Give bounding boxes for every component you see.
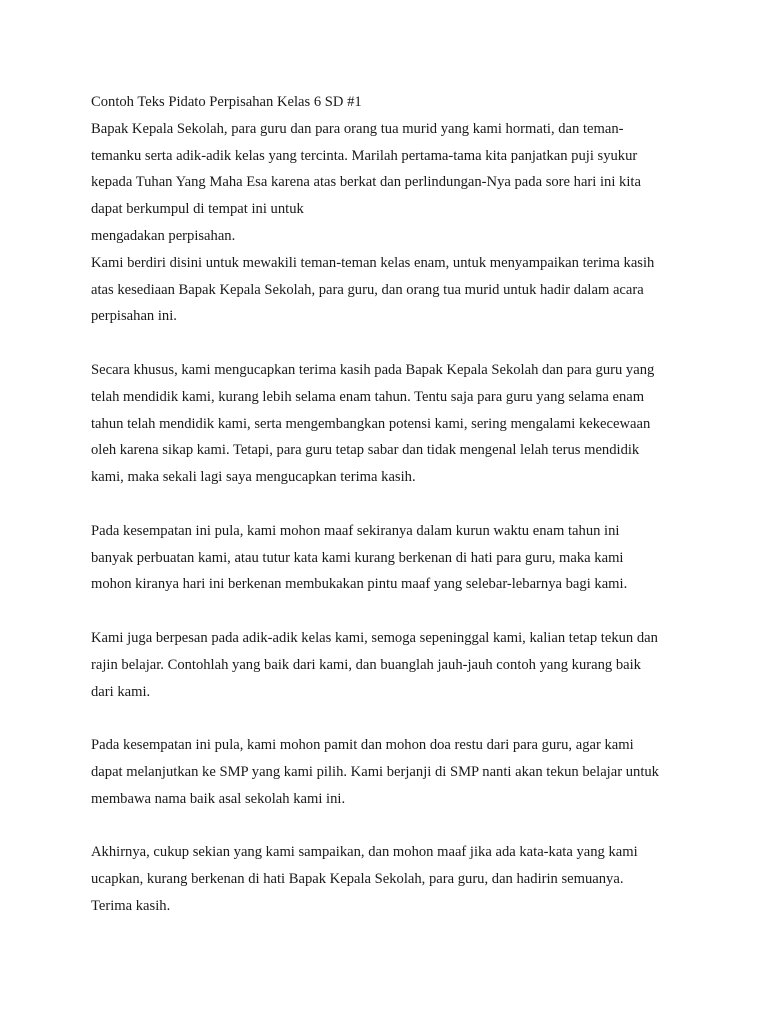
text-line: dapat berkumpul di tempat ini untuk xyxy=(91,201,304,218)
paragraph-spacer xyxy=(91,491,691,518)
text-line: Secara khusus, kami mengucapkan terima kasih pada Bapak Kepala Sekolah dan para guru yang xyxy=(91,361,655,378)
text-line: Pada kesempatan ini pula, kami mohon maaf sekiranya dalam kurun waktu enam tahun ini xyxy=(91,522,620,539)
paragraph-apology xyxy=(91,518,691,598)
paragraph-spacer xyxy=(91,598,691,625)
document-body xyxy=(91,89,691,920)
text-line: temanku serta adik-adik kelas yang tercinta. Marilah pertama-tama kita panjatkan puji syukur xyxy=(91,147,638,164)
text-line: Bapak Kepala Sekolah, para guru dan para orang tua murid yang kami hormati, dan teman- xyxy=(91,120,624,137)
text-line: kami, maka sekali lagi saya mengucapkan terima kasih. xyxy=(91,469,416,486)
paragraph-message xyxy=(91,625,691,705)
text-line: tahun telah mendidik kami, serta mengembangkan potensi kami, sering mengalami kekecewaan xyxy=(91,415,651,432)
paragraph-closing xyxy=(91,839,691,919)
paragraph-spacer xyxy=(91,705,691,732)
paragraph-greeting xyxy=(91,116,691,250)
text-line: Kami juga berpesan pada adik-adik kelas kami, semoga sepeninggal kami, kalian tetap tekun dan xyxy=(91,629,658,646)
text-line: kepada Tuhan Yang Maha Esa karena atas berkat dan perlindungan-Nya pada sore hari ini kita xyxy=(91,174,641,191)
text-line: dari kami. xyxy=(91,683,151,700)
paragraph-farewell xyxy=(91,732,691,812)
paragraph-spacer xyxy=(91,813,691,840)
text-line: Terima kasih. xyxy=(91,897,171,914)
paragraph-thanks xyxy=(91,357,691,491)
text-line: Akhirnya, cukup sekian yang kami sampaikan, dan mohon maaf jika ada kata-kata yang kami xyxy=(91,844,638,861)
text-line: membawa nama baik asal sekolah kami ini. xyxy=(91,790,346,807)
text-line: banyak perbuatan kami, atau tutur kata kami kurang berkenan di hati para guru, maka kami xyxy=(91,549,624,566)
text-line: Pada kesempatan ini pula, kami mohon pamit dan mohon doa restu dari para guru, agar kami xyxy=(91,737,634,754)
text-line: perpisahan ini. xyxy=(91,308,177,325)
text-line: mohon kiranya hari ini berkenan membukakan pintu maaf yang selebar-lebarnya bagi kami. xyxy=(91,576,628,593)
text-line: ucapkan, kurang berkenan di hati Bapak Kepala Sekolah, para guru, dan hadirin semuanya. xyxy=(91,871,624,888)
text-line: oleh karena sikap kami. Tetapi, para guru tetap sabar dan tidak mengenal lelah terus mendidik xyxy=(91,442,640,459)
document-title: Contoh Teks Pidato Perpisahan Kelas 6 SD #1 xyxy=(91,94,362,110)
text-line: telah mendidik kami, kurang lebih selama enam tahun. Tentu saja para guru yang selama enam xyxy=(91,388,645,405)
text-line: Kami berdiri disini untuk mewakili teman-teman kelas enam, untuk menyampaikan terima kasih xyxy=(91,254,655,271)
paragraph-purpose xyxy=(91,250,691,330)
text-line: mengadakan perpisahan. xyxy=(91,227,236,244)
paragraph-spacer xyxy=(91,330,691,357)
text-line: rajin belajar. Contohlah yang baik dari kami, dan buanglah jauh-jauh contoh yang kurang baik xyxy=(91,656,641,673)
text-line: dapat melanjutkan ke SMP yang kami pilih. Kami berjanji di SMP nanti akan tekun belajar untuk xyxy=(91,763,659,780)
text-line: atas kesediaan Bapak Kepala Sekolah, para guru, dan orang tua murid untuk hadir dalam acara xyxy=(91,281,644,298)
